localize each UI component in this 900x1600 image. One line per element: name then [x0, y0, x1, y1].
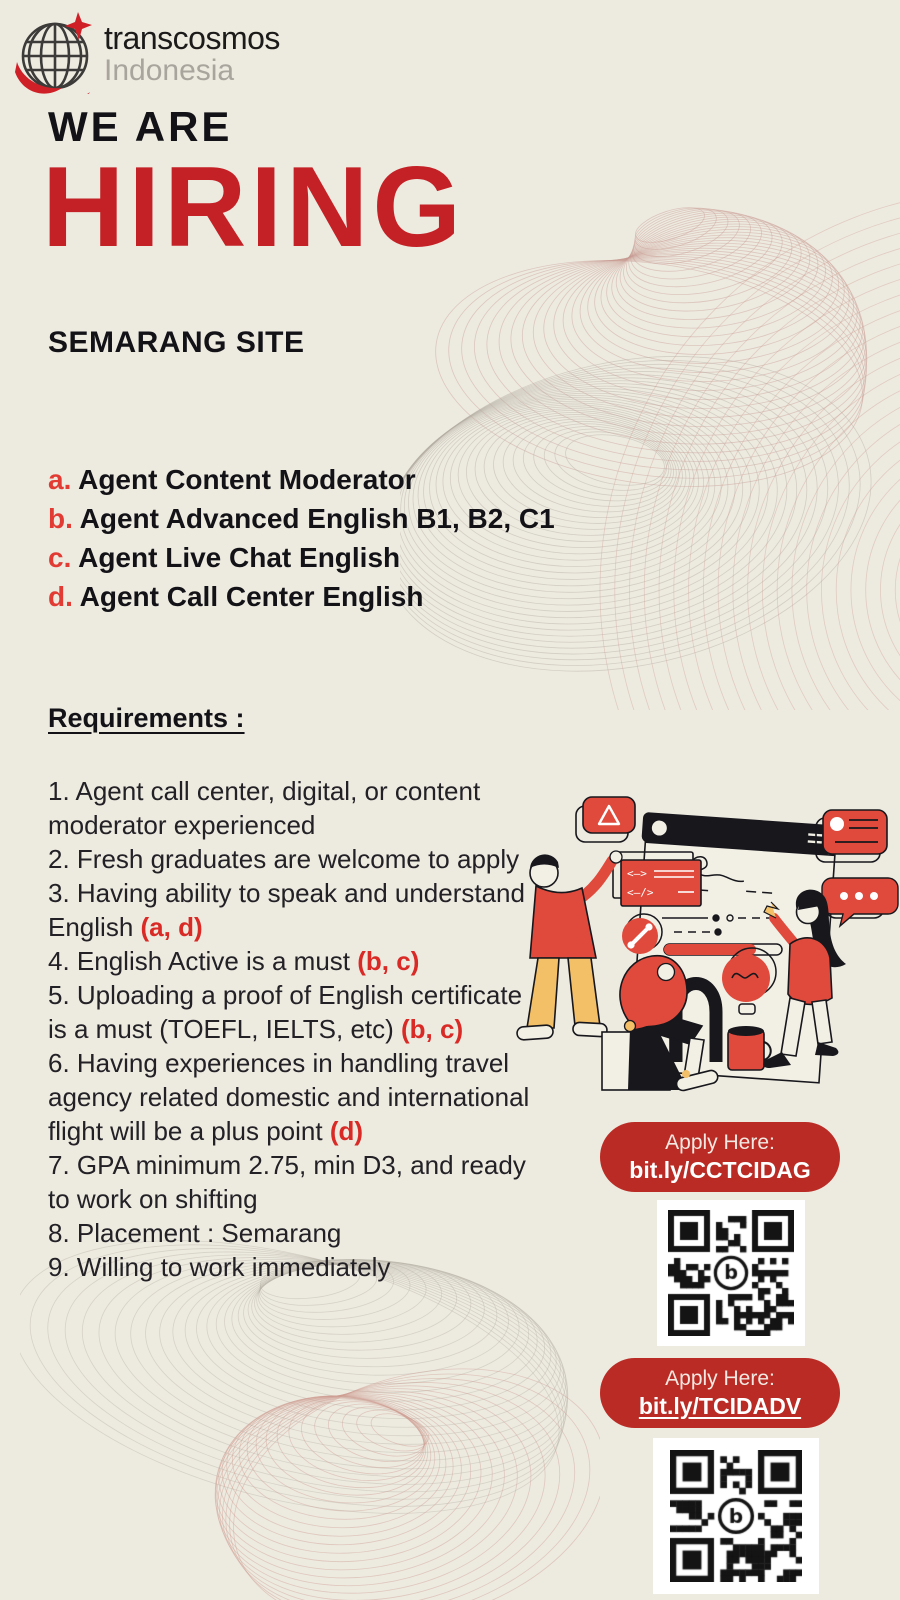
- position-label: Agent Content Moderator: [78, 464, 416, 495]
- apply-link[interactable]: bit.ly/TCIDADV: [638, 1392, 802, 1419]
- teamwork-illustration: [478, 760, 900, 1094]
- logo-region: Indonesia: [104, 54, 235, 87]
- eyebrow-we-are: WE ARE: [48, 103, 233, 150]
- apply-button-tcidadv[interactable]: [600, 1358, 840, 1428]
- qr-card: [653, 1438, 819, 1594]
- requirement-item: [48, 876, 530, 944]
- requirement-item: [48, 1046, 530, 1148]
- requirements-list: [48, 774, 530, 1284]
- position-item: [48, 577, 555, 616]
- requirement-text: 4. English Active is a must: [48, 946, 358, 976]
- requirement-text: 1. Agent call center, digital, or content moderator experienced: [48, 776, 481, 840]
- requirement-item: [48, 842, 530, 876]
- requirement-item: [48, 1216, 530, 1250]
- position-letter: a.: [48, 464, 72, 495]
- position-letter: b.: [48, 503, 73, 534]
- requirement-item: [48, 978, 530, 1046]
- position-letter: c.: [48, 542, 72, 573]
- requirement-red-note: (b, c): [357, 946, 420, 976]
- wireframe-blob-top-right: [400, 130, 900, 710]
- apply-link[interactable]: bit.ly/CCTCIDAG: [629, 1156, 811, 1183]
- position-item: [48, 460, 555, 499]
- requirements-heading: Requirements :: [48, 703, 245, 733]
- apply-label: Apply Here:: [665, 1366, 775, 1390]
- requirement-item: [48, 774, 530, 842]
- requirement-text: 3. Having ability to speak and understand English: [48, 878, 525, 942]
- person-left: [517, 851, 622, 1040]
- requirement-item: [48, 944, 530, 978]
- position-item: [48, 499, 555, 538]
- qr-card: [657, 1200, 805, 1346]
- position-item: [48, 538, 555, 577]
- apply-button-cctcidag[interactable]: [600, 1122, 840, 1192]
- red-swoosh-small: [66, 92, 90, 94]
- svg-text:<—/>: <—/>: [627, 886, 654, 899]
- requirement-text: 9. Willing to work immediately: [48, 1252, 391, 1282]
- positions-list: [48, 460, 555, 616]
- requirement-red-note: (b, c): [401, 1014, 464, 1044]
- position-label: Agent Live Chat English: [78, 542, 401, 573]
- position-label: Agent Call Center English: [79, 581, 424, 612]
- requirement-red-note: (a, d): [140, 912, 203, 942]
- code-block-icon: [613, 852, 701, 906]
- position-label: Agent Advanced English B1, B2, C1: [79, 503, 555, 534]
- requirement-text: 6. Having experiences in handling travel agency related domestic and international flight will be a plus point: [48, 1048, 530, 1146]
- page-title-hiring: HIRING: [42, 144, 465, 271]
- requirement-item: [48, 1250, 530, 1284]
- requirement-text: 2. Fresh graduates are welcome to apply: [48, 844, 520, 874]
- red-star-icon: [65, 12, 92, 40]
- video-card-icon: [576, 797, 635, 842]
- site-label: SEMARANG SITE: [48, 326, 305, 359]
- requirement-red-note: (d): [329, 1116, 364, 1146]
- requirement-item: [48, 1148, 530, 1216]
- logo: [14, 10, 280, 94]
- globe-icon: [14, 10, 94, 94]
- position-letter: d.: [48, 581, 73, 612]
- requirement-text: 7. GPA minimum 2.75, min D3, and ready to work on shifting: [48, 1150, 526, 1214]
- requirement-text: 5. Uploading a proof of English certificate is a must (TOEFL, IELTS, etc): [48, 980, 523, 1044]
- requirement-text: 8. Placement : Semarang: [48, 1218, 342, 1248]
- apply-label: Apply Here:: [665, 1130, 775, 1154]
- svg-text:<—>: <—>: [627, 867, 647, 880]
- logo-brand: transcosmos: [104, 20, 280, 56]
- requirements-section: [48, 703, 530, 1284]
- speech-bubble-icon: [822, 878, 898, 926]
- bitly-qr-code-icon: [668, 1210, 794, 1336]
- bitly-qr-code-icon: [670, 1450, 802, 1582]
